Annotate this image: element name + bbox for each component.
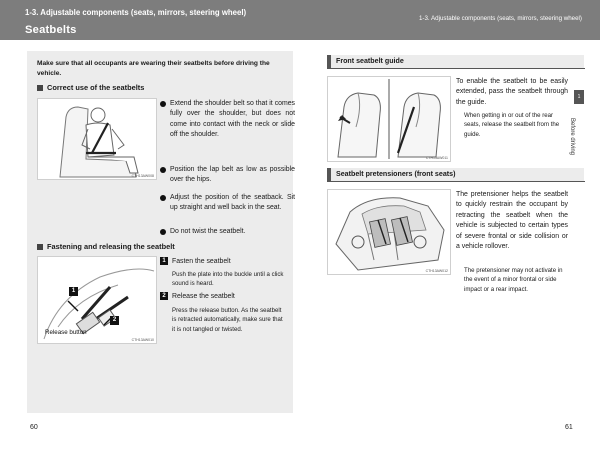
divider <box>327 181 585 182</box>
image-code: CTH13AW012 <box>425 269 448 273</box>
step-1 <box>160 257 231 265</box>
step-number: 1 <box>160 257 168 265</box>
chapter-tab: 1 <box>574 90 584 104</box>
image-code: CTH13AW011 <box>425 156 448 160</box>
correct-use-heading <box>37 83 144 92</box>
divider <box>327 68 585 69</box>
image-code: CTH13AW008 <box>131 174 154 178</box>
seated-person-icon <box>38 99 156 179</box>
right-section-title: 1-3. Adjustable components (seats, mirrors, steering wheel) <box>418 15 582 22</box>
step-note: Push the plate into the buckle until a click sound is heard. <box>172 271 284 288</box>
bullet-item <box>160 227 295 237</box>
right-page-header <box>300 0 600 40</box>
pretensioners-heading-text: Seatbelt pretensioners (front seats) <box>336 170 456 178</box>
correct-use-heading-text: Correct use of the seatbelts <box>47 83 145 92</box>
step-note: Press the release button. As the seatbelt is retracted automatically, make sure that it is not tangled or twisted. <box>172 307 283 333</box>
pretensioner-illustration <box>327 189 451 275</box>
page-number: 60 <box>30 424 38 431</box>
guide-text: To enable the seatbelt to be easily extended, pass the seatbelt through the guide. <box>456 78 568 106</box>
bullet-text: Extend the shoulder belt so that it comes fully over the shoulder, but does not come into contact with the neck or slide off the shoulder. <box>170 100 295 139</box>
page-number: 61 <box>565 424 573 431</box>
bullet-text: Adjust the position of the seatback. Sit up straight and well back in the seat. <box>170 194 295 212</box>
pretensioners-heading <box>327 168 584 181</box>
step-label: Fasten the seatbelt <box>172 257 231 265</box>
fastening-heading-text: Fastening and releasing the seatbelt <box>47 242 175 251</box>
callout-2: 2 <box>110 316 119 325</box>
left-section-title: 1-3. Adjustable components (seats, mirrors, steering wheel) <box>25 8 247 17</box>
left-page-header <box>0 0 300 40</box>
step-2 <box>160 292 235 300</box>
guide-heading <box>327 55 584 68</box>
seatbelt-guide-illustration <box>327 76 451 162</box>
guide-heading-text: Front seatbelt guide <box>336 57 404 65</box>
bullet-item <box>160 165 295 186</box>
side-chapter-label: Before driving <box>569 118 575 156</box>
bullet-item <box>160 99 295 141</box>
square-bullet-icon <box>37 85 43 91</box>
pretensioners-text: The pretensioner helps the seatbelt to quickly restrain the occupant by retracting the seatbelt when the vehicle is subjected to certain types of severe frontal or side collision or a vehicle rollover. <box>456 191 568 251</box>
pretensioners-note: The pretensioner may not activate in the event of a minor frontal or side impact or a rear impact. <box>464 267 563 293</box>
bullet-text: Position the lap belt as low as possible over the hips. <box>170 166 295 184</box>
step-number: 2 <box>160 292 168 300</box>
buckle-illustration <box>37 256 157 344</box>
bullet-icon <box>160 167 166 173</box>
square-bullet-icon <box>37 244 43 250</box>
image-code: CTH13AW010 <box>131 338 154 342</box>
car-interior-icon <box>328 190 450 274</box>
intro-text: Make sure that all occupants are wearing their seatbelts before driving the vehicle. <box>37 60 270 77</box>
bullet-icon <box>160 101 166 107</box>
bullet-icon <box>160 195 166 201</box>
step-label: Release the seatbelt <box>172 292 235 300</box>
fastening-heading <box>37 242 175 251</box>
seatbelt-guide-icon <box>328 77 450 161</box>
bullet-text: Do not twist the seatbelt. <box>170 228 246 235</box>
bullet-icon <box>160 229 166 235</box>
guide-note: When getting in or out of the rear seats, release the seatbelt from the guide. <box>464 112 560 138</box>
seatbelt-position-illustration <box>37 98 157 180</box>
release-button-label: Release button <box>45 329 87 336</box>
bullet-item <box>160 193 295 214</box>
page-title: Seatbelts <box>25 24 77 36</box>
callout-1: 1 <box>69 287 78 296</box>
